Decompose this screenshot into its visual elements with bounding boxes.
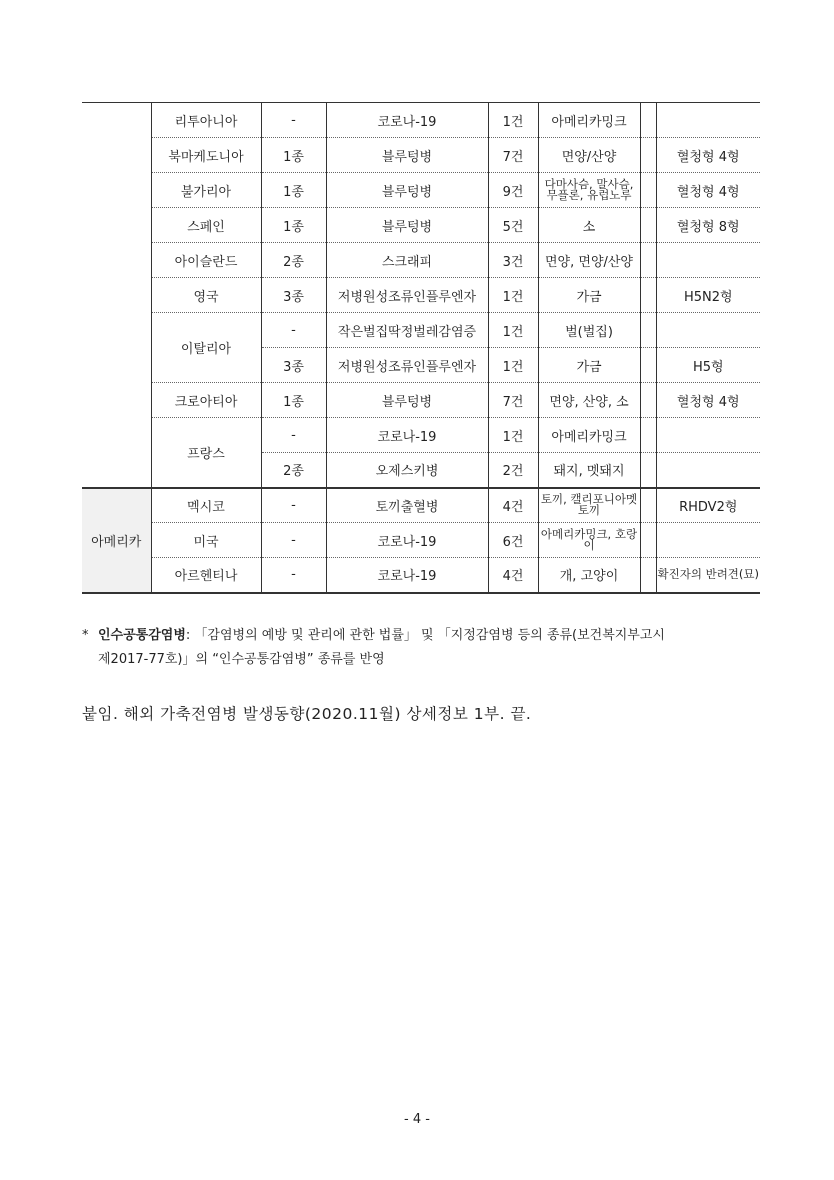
- species-cell: 벌(벌집): [538, 313, 640, 348]
- disease-cell: 저병원성조류인플루엔자: [326, 278, 488, 313]
- species-cell: 소: [538, 208, 640, 243]
- remark-cell: [656, 418, 760, 453]
- page-number: - 4 -: [404, 1112, 430, 1127]
- country-cell: 멕시코: [151, 488, 261, 523]
- spacer-cell: [640, 313, 656, 348]
- species-cell: 가금: [538, 278, 640, 313]
- spacer-cell: [640, 383, 656, 418]
- country-cell: 프랑스: [151, 418, 261, 488]
- disease-cell: 코로나-19: [326, 103, 488, 138]
- country-cell: 미국: [151, 523, 261, 558]
- species-cell: 면양, 면양/산양: [538, 243, 640, 278]
- grade-cell: 1종: [261, 138, 326, 173]
- grade-cell: 2종: [261, 243, 326, 278]
- disease-cell: 저병원성조류인플루엔자: [326, 348, 488, 383]
- country-cell: 북마케도니아: [151, 138, 261, 173]
- count-cell: 1건: [488, 418, 538, 453]
- count-cell: 5건: [488, 208, 538, 243]
- grade-cell: -: [261, 488, 326, 523]
- count-cell: 7건: [488, 138, 538, 173]
- species-cell: 아메리카밍크, 호랑이: [538, 523, 640, 558]
- spacer-cell: [640, 418, 656, 453]
- spacer-cell: [640, 488, 656, 523]
- remark-cell: H5형: [656, 348, 760, 383]
- disease-cell: 토끼출혈병: [326, 488, 488, 523]
- count-cell: 3건: [488, 243, 538, 278]
- country-cell: 크로아티아: [151, 383, 261, 418]
- remark-cell: [656, 453, 760, 488]
- count-cell: 4건: [488, 558, 538, 593]
- disease-cell: 코로나-19: [326, 418, 488, 453]
- remark-cell: [656, 523, 760, 558]
- spacer-cell: [640, 208, 656, 243]
- table-row: [82, 208, 760, 243]
- disease-cell: 코로나-19: [326, 523, 488, 558]
- disease-cell: 작은벌집딱정벌레감염증: [326, 313, 488, 348]
- grade-cell: 1종: [261, 383, 326, 418]
- disease-cell: 블루텅병: [326, 138, 488, 173]
- species-cell: 다마사슴, 말사슴, 무플론, 유럽노루: [538, 173, 640, 208]
- country-cell: 리투아니아: [151, 103, 261, 138]
- count-cell: 7건: [488, 383, 538, 418]
- outbreak-table: [82, 102, 760, 594]
- spacer-cell: [640, 173, 656, 208]
- species-cell: 면양/산양: [538, 138, 640, 173]
- country-cell: 스페인: [151, 208, 261, 243]
- spacer-cell: [640, 523, 656, 558]
- count-cell: 1건: [488, 348, 538, 383]
- footnote: [82, 624, 782, 672]
- table-row: [82, 278, 760, 313]
- grade-cell: -: [261, 418, 326, 453]
- footnote-text: : 「감염병의 예방 및 관리에 관한 법률」 및 「지정감염병 등의 종류(보건복지부고시: [185, 628, 665, 643]
- grade-cell: -: [261, 558, 326, 593]
- grade-cell: 1종: [261, 208, 326, 243]
- disease-cell: 블루텅병: [326, 208, 488, 243]
- table-row: [82, 558, 760, 593]
- table-row: [82, 383, 760, 418]
- spacer-cell: [640, 348, 656, 383]
- spacer-cell: [640, 278, 656, 313]
- spacer-cell: [640, 453, 656, 488]
- table-row: [82, 313, 760, 348]
- species-cell: 아메리카밍크: [538, 103, 640, 138]
- grade-cell: -: [261, 523, 326, 558]
- grade-cell: 3종: [261, 278, 326, 313]
- spacer-cell: [640, 558, 656, 593]
- table-row: [82, 103, 760, 138]
- disease-cell: 블루텅병: [326, 173, 488, 208]
- species-cell: 개, 고양이: [538, 558, 640, 593]
- grade-cell: 1종: [261, 173, 326, 208]
- country-cell: 아이슬란드: [151, 243, 261, 278]
- count-cell: 1건: [488, 278, 538, 313]
- grade-cell: -: [261, 103, 326, 138]
- species-cell: 면양, 산양, 소: [538, 383, 640, 418]
- species-cell: 아메리카밍크: [538, 418, 640, 453]
- footnote-line-1: [82, 624, 782, 648]
- spacer-cell: [640, 103, 656, 138]
- table-row: [82, 138, 760, 173]
- remark-cell: [656, 103, 760, 138]
- count-cell: 2건: [488, 453, 538, 488]
- spacer-cell: [640, 243, 656, 278]
- table-row: [82, 488, 760, 523]
- region-cell-america: 아메리카: [82, 488, 151, 593]
- table-row: [82, 523, 760, 558]
- region-cell-europe: [82, 103, 151, 488]
- species-cell: 토끼, 캘리포니아멧토끼: [538, 488, 640, 523]
- remark-cell: 확진자의 반려견(묘): [656, 558, 760, 593]
- remark-cell: 혈청형 4형: [656, 138, 760, 173]
- table-row: [82, 173, 760, 208]
- remark-cell: 혈청형 4형: [656, 173, 760, 208]
- table-row: [82, 243, 760, 278]
- count-cell: 4건: [488, 488, 538, 523]
- remark-cell: 혈청형 4형: [656, 383, 760, 418]
- spacer-cell: [640, 138, 656, 173]
- count-cell: 9건: [488, 173, 538, 208]
- remark-cell: [656, 243, 760, 278]
- country-cell: 영국: [151, 278, 261, 313]
- remark-cell: [656, 313, 760, 348]
- footnote-star: *: [82, 628, 89, 643]
- species-cell: 돼지, 멧돼지: [538, 453, 640, 488]
- country-cell: 아르헨티나: [151, 558, 261, 593]
- table-row: [82, 418, 760, 453]
- grade-cell: -: [261, 313, 326, 348]
- remark-cell: RHDV2형: [656, 488, 760, 523]
- grade-cell: 3종: [261, 348, 326, 383]
- disease-cell: 스크래피: [326, 243, 488, 278]
- country-cell: 불가리아: [151, 173, 261, 208]
- disease-cell: 코로나-19: [326, 558, 488, 593]
- count-cell: 6건: [488, 523, 538, 558]
- remark-cell: 혈청형 8형: [656, 208, 760, 243]
- country-cell: 이탈리아: [151, 313, 261, 383]
- disease-cell: 블루텅병: [326, 383, 488, 418]
- species-cell: 가금: [538, 348, 640, 383]
- grade-cell: 2종: [261, 453, 326, 488]
- footnote-term: 인수공통감염병: [98, 628, 186, 643]
- attachment-line: 붙임. 해외 가축전염병 발생동향(2020.11월) 상세정보 1부. 끝.: [82, 705, 532, 723]
- disease-cell: 오제스키병: [326, 453, 488, 488]
- count-cell: 1건: [488, 103, 538, 138]
- count-cell: 1건: [488, 313, 538, 348]
- remark-cell: H5N2형: [656, 278, 760, 313]
- footnote-line-2: 제2017-77호)」의 “인수공통감염병” 종류를 반영: [98, 652, 385, 667]
